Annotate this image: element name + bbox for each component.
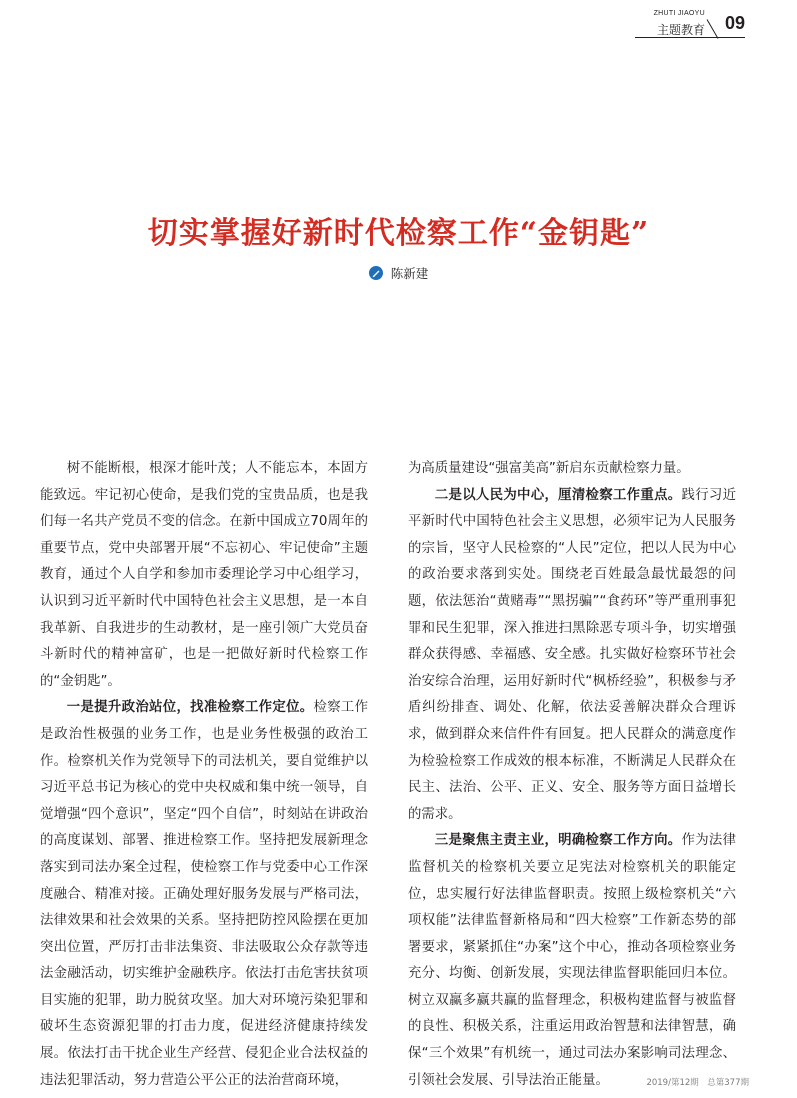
paragraph-continuation: 为高质量建设“强富美高”新启东贡献检察力量。: [408, 461, 690, 476]
column-name: 主题教育: [656, 23, 705, 37]
paragraph-intro: 树不能断根，根深才能叶茂；人不能忘本，本固方能致远。牢记初心使命，是我们党的宝贵品质，也是我们每一名共产党员不变的信念。在新中国成立70周年的重要节点，党中央部署开展“不忘初心、牢记使命”主题教育，通过个人自学和参加市委理论学习中心组学习，认识到习近平新时代中国特色社会主义思想，是一本自我革新、自我进步的生动教材，是一座引领广大党员奋斗新时代的精神富矿，也是一把做好新时代检察工作的“金钥匙”。: [40, 461, 368, 689]
point-one-body: 检察工作是政治性极强的业务工作，也是业务性极强的政治工作。检察机关作为党领导下的司法机关，要自觉维护以习近平总书记为核心的党中央权威和集中统一领导，自觉增强“四个意识”，坚定“四个自信”，时刻站在讲政治的高度谋划、部署、推进检察工作。坚持把发展新理念落实到司法办案全过程，使检察工作与党委中心工作深度融合、精准对接。正确处理好服务发展与严格司法，法律效果和社会效果的关系。坚持把防控风险摆在更加突出位置，严厉打击非法集资、非法吸取公众存款等违法金融活动，切实维护金融秩序。依法打击危害扶贫项目实施的犯罪，助力脱贫攻坚。加大对环境污染犯罪和破坏生态资源犯罪的打击力度，促进经济健康持续发展。依法打击干扰企业生产经营、侵犯企业合法权益的违法犯罪活动，努力营造公平公正的法治营商环境，: [40, 700, 369, 1088]
pen-icon: [369, 266, 383, 280]
right-column: [408, 456, 736, 1094]
header-rule: [635, 37, 745, 38]
point-two-body: 践行习近平新时代中国特色社会主义思想，必须牢记为人民服务的宗旨，坚守人民检察的“人民”定位，把以人民为中心的政治要求落到实处。围绕老百姓最急最忧最怨的问题，依法惩治“黄赌毒”“黑拐骗”“食药环”等严重刑事犯罪和民生犯罪，深入推进扫黑除恶专项斗争，切实增强群众获得感、幸福感、安全感。扎实做好检察环节社会治安综合治理，运用好新时代“枫桥经验”，积极参与矛盾纠纷排查、调处、化解，依法妥善解决群众合理诉求，做到群众来信件件有回复。把人民群众的满意度作为检验检察工作成效的根本标准，不断满足人民群众在民主、法治、公平、正义、安全、服务等方面日益增长的需求。: [408, 487, 737, 822]
column-name-pinyin: ZHUTI JIAOYU: [653, 10, 705, 17]
header-divider: [707, 19, 719, 39]
point-two-heading: 二是以人民为中心，厘清检察工作重点。: [434, 487, 682, 503]
point-three-heading: 三是聚焦主责主业，明确检察工作方向。: [434, 833, 682, 849]
article-title: 切实掌握好新时代检察工作“金钥匙”: [147, 216, 650, 251]
paragraph-point-two: [408, 483, 736, 829]
page-number: 09: [724, 13, 745, 33]
issue-footer: 2019/第12期 总第377期: [646, 1078, 749, 1088]
author-line: [0, 264, 797, 282]
paragraph-point-three: [408, 828, 736, 1094]
point-three-body: 作为法律监督机关的检察机关要立足宪法对检察机关的职能定位，忠实履行好法律监督职责。按照上级检察机关“六项权能”法律监督新格局和“四大检察”工作新态势的部署要求，紧紧抓住“办案”这个中心，推动各项检察业务充分、均衡、创新发展，实现法律监督职能回归本位。树立双赢多赢共赢的监督理念，积极构建监督与被监督的良性、积极关系，注重运用政治智慧和法律智慧，确保“三个效果”有机统一，通过司法办案影响司法理念、引领社会发展、引导法治正能量。: [408, 833, 737, 1088]
paragraph-point-one: [40, 695, 368, 1094]
point-one-heading: 一是提升政治站位，找准检察工作定位。: [66, 700, 314, 716]
author-name: 陈新建: [390, 266, 429, 281]
left-column: [40, 456, 368, 1094]
running-header: [605, 8, 745, 42]
